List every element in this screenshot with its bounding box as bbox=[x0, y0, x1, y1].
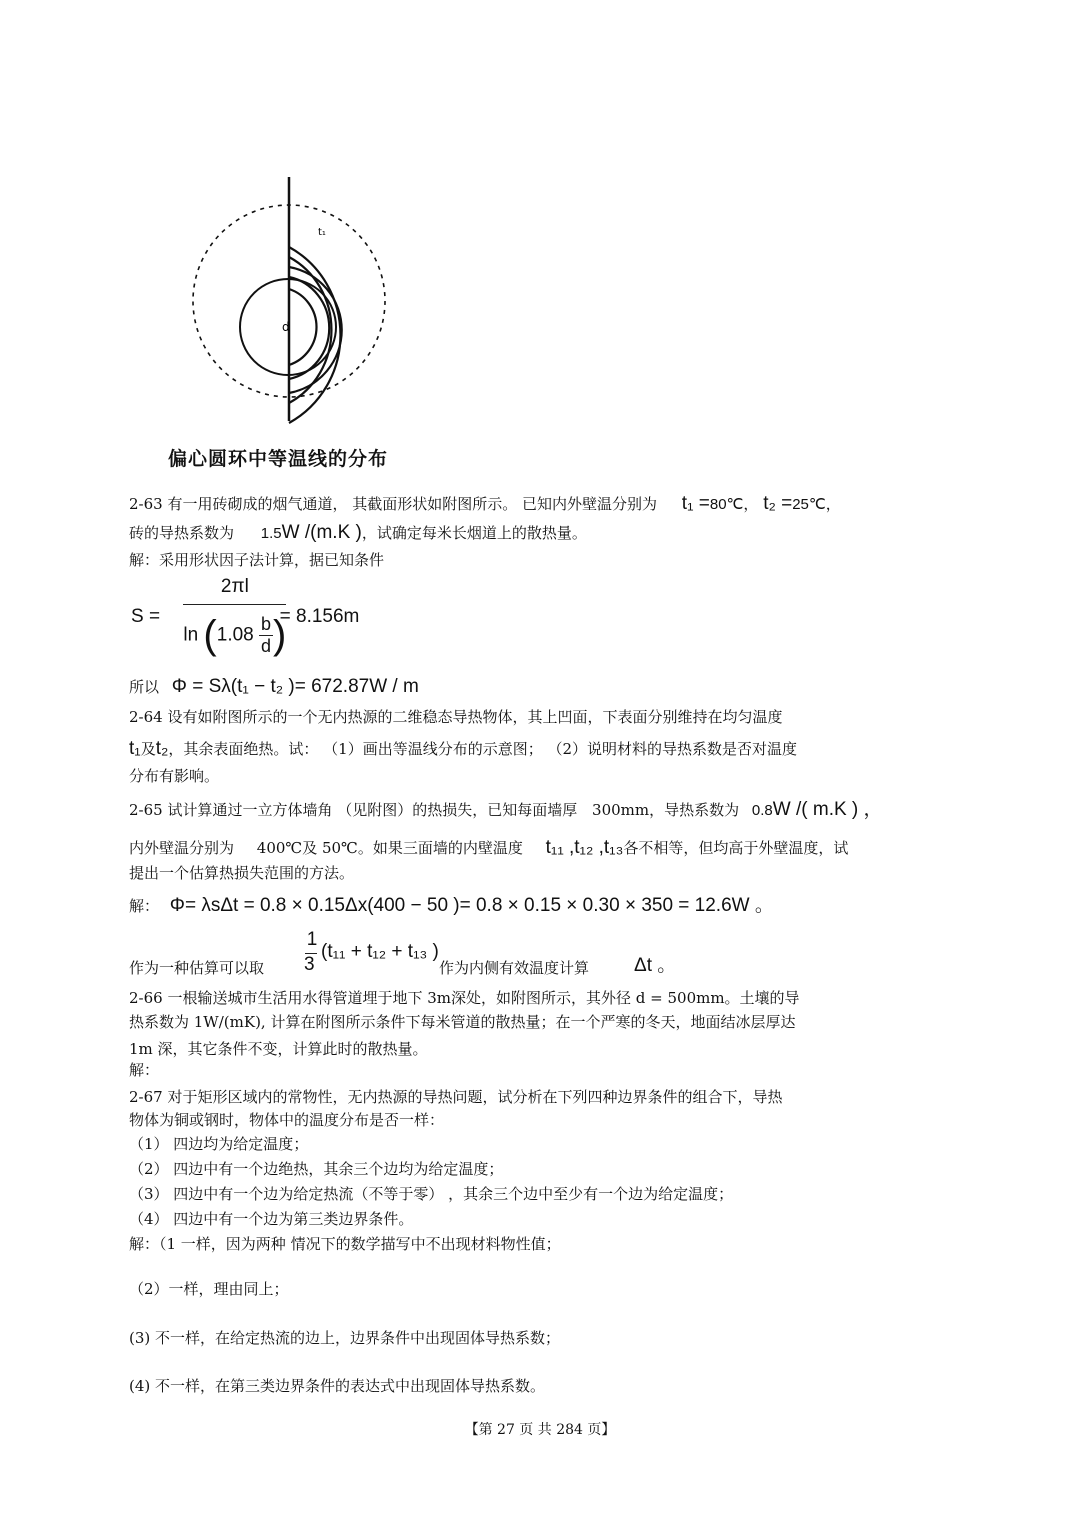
est-b: 作为内侧有效温度计算 bbox=[439, 959, 590, 977]
p263-t1-val: 80℃， bbox=[709, 496, 759, 513]
p263-text: 2-63 有一用砖砌成的烟气通道， 其截面形状如附图所示。 已知内外壁温分别为 bbox=[129, 495, 658, 513]
p263-shape-factor bbox=[131, 576, 359, 658]
S-fraction bbox=[183, 576, 286, 658]
p263-line2 bbox=[129, 523, 587, 544]
frac-num: 1 bbox=[306, 929, 318, 950]
p263-line1 bbox=[129, 494, 841, 515]
p263-t2-val: 25℃， bbox=[792, 496, 841, 513]
figure-label-t1: t₁ bbox=[318, 227, 326, 238]
p267-line2: 物体为铜或钢时，物体中的温度分布是否一样： bbox=[129, 1111, 445, 1129]
page-footer: 【第 27 页 共 284 页】 bbox=[464, 1422, 616, 1438]
p265-phi: Φ= λsΔt = 0.8 × 0.15Δx(400 − 50 )= 0.8 × 0.15 × 0.30 × 350 = 12.6W 。 bbox=[169, 895, 774, 916]
p267-item-3: （3） 四边中有一个边为给定热流（不等于零） ，其余三个边中至少有一个边为给定温度； bbox=[129, 1185, 734, 1203]
p263-t2: t₂ = bbox=[763, 493, 793, 514]
p265-line3: 提出一个估算热损失范围的方法。 bbox=[129, 864, 355, 882]
p267-answer-4: (4) 不一样，在第三类边界条件的表达式中出现固体导热系数。 bbox=[129, 1377, 546, 1395]
p265-val: 0.8 bbox=[751, 802, 773, 819]
p265-line1-a: 2-65 试计算通过一立方体墙角 （见附图）的热损失，已知每面墙厚 bbox=[129, 801, 578, 819]
p265-line2 bbox=[129, 838, 848, 858]
est-dt: Δt 。 bbox=[634, 955, 677, 976]
figure-caption: 偏心圆环中等温线的分布 bbox=[168, 448, 389, 470]
p267-item-2: （2） 四边中有一个边绝热，其余三个边均为给定温度； bbox=[129, 1160, 504, 1178]
b-over-d bbox=[259, 614, 273, 657]
isotherm-5 bbox=[289, 289, 317, 365]
p265-phi-line bbox=[129, 896, 774, 916]
p267-answer-3: (3) 不一样，在给定热流的边上，边界条件中出现固体导热系数； bbox=[129, 1329, 561, 1347]
p263-line2-a: 砖的导热系数为 bbox=[129, 524, 235, 542]
est-a: 作为一种估算可以取 bbox=[129, 959, 265, 977]
p264-and: 及 bbox=[140, 740, 156, 758]
p267-item-1: （1） 四边均为给定温度； bbox=[129, 1135, 309, 1153]
p265-t-inner: t₁₁ ,t₁₂ ,t₁₃ bbox=[545, 837, 624, 858]
figure-label-d: d bbox=[282, 320, 290, 334]
p267-solution: 解：（1 一样，因为两种 情况下的数学描写中不出现材料物性值； bbox=[129, 1235, 561, 1253]
p264-line1: 2-64 设有如附图所示的一个无内热源的二维稳态导热物体，其上凹面，下表面分别维持在均匀温度 bbox=[129, 708, 783, 726]
p263-conductivity: 1.5 bbox=[260, 525, 282, 542]
p267-line1: 2-67 对于矩形区域内的常物性，无内热源的导热问题，试分析在下列四种边界条件的组合下，导热 bbox=[129, 1088, 783, 1106]
so-text: 所以 bbox=[129, 678, 160, 696]
p266-line1: 2-66 一根输送城市生活用水得管道埋于地下 3m深处，如附图所示，其外径 d = 500mm。土壤的导 bbox=[129, 989, 800, 1007]
p264-t1: t₁ bbox=[129, 738, 141, 759]
S-rhs: = 8.156m bbox=[279, 606, 360, 627]
p263-phi-line bbox=[129, 677, 419, 697]
p267-answer-2: （2）一样，理由同上； bbox=[129, 1280, 289, 1298]
p267-item-4: （4） 四边中有一个边为第三类边界条件。 bbox=[129, 1210, 414, 1228]
p264-line2-b: ，其余表面绝热。试： （1）画出等温线分布的示意图； （2）说明材料的导热系数是否对温度 bbox=[168, 740, 798, 758]
p266-line2: 热系数为 1W/(mK), 计算在附图所示条件下每米管道的散热量；在一个严寒的冬天，地面结冰层厚达 bbox=[129, 1013, 796, 1031]
p265-thick: 300mm，导热系数为 bbox=[592, 801, 740, 819]
p264-line3: 分布有影响。 bbox=[129, 767, 220, 785]
b-text: b bbox=[261, 614, 272, 634]
p263-line2-b: ，试确定每米长烟道上的散热量。 bbox=[361, 524, 587, 542]
p265-line2-b: 各不相等，但均高于外壁温度，试 bbox=[623, 839, 849, 857]
p265-line1 bbox=[129, 800, 883, 821]
p263-t1: t₁ = bbox=[681, 493, 710, 514]
est-expr: (t₁₁ + t₁₂ + t₁₃ ) bbox=[321, 941, 439, 962]
S-lhs: S = bbox=[131, 606, 161, 628]
p265-unit: W /( m.K ) ， bbox=[772, 799, 883, 820]
p264-line2 bbox=[129, 739, 797, 759]
ln-text: ln bbox=[183, 624, 199, 646]
p266-solution: 解： bbox=[129, 1061, 160, 1079]
frac-den: 3 bbox=[304, 954, 315, 975]
p263-solution: 解：采用形状因子法计算，据已知条件 bbox=[129, 551, 385, 569]
p264-t2: t₂ bbox=[155, 738, 169, 759]
p265-sol: 解： bbox=[129, 897, 160, 915]
S-denominator: ln (1.08 $\frac{b}{d}$ ) bbox=[183, 613, 287, 657]
p263-unit: W /(m.K ) bbox=[281, 522, 362, 543]
S-numerator: 2πl bbox=[183, 576, 286, 605]
coef-1-08: 1.08 bbox=[216, 624, 254, 646]
p265-temps: 400℃及 50℃。如果三面墙的内壁温度 bbox=[256, 839, 523, 857]
d-text: d bbox=[261, 636, 272, 656]
p263-phi: Φ = Sλ(t₁ − t₂ )= 672.87W / m bbox=[171, 676, 419, 697]
p265-line2-a: 内外壁温分别为 bbox=[129, 839, 235, 857]
eccentric-ring-figure bbox=[150, 165, 450, 475]
p266-line3: 1m 深，其它条件不变，计算此时的散热量。 bbox=[129, 1040, 428, 1058]
